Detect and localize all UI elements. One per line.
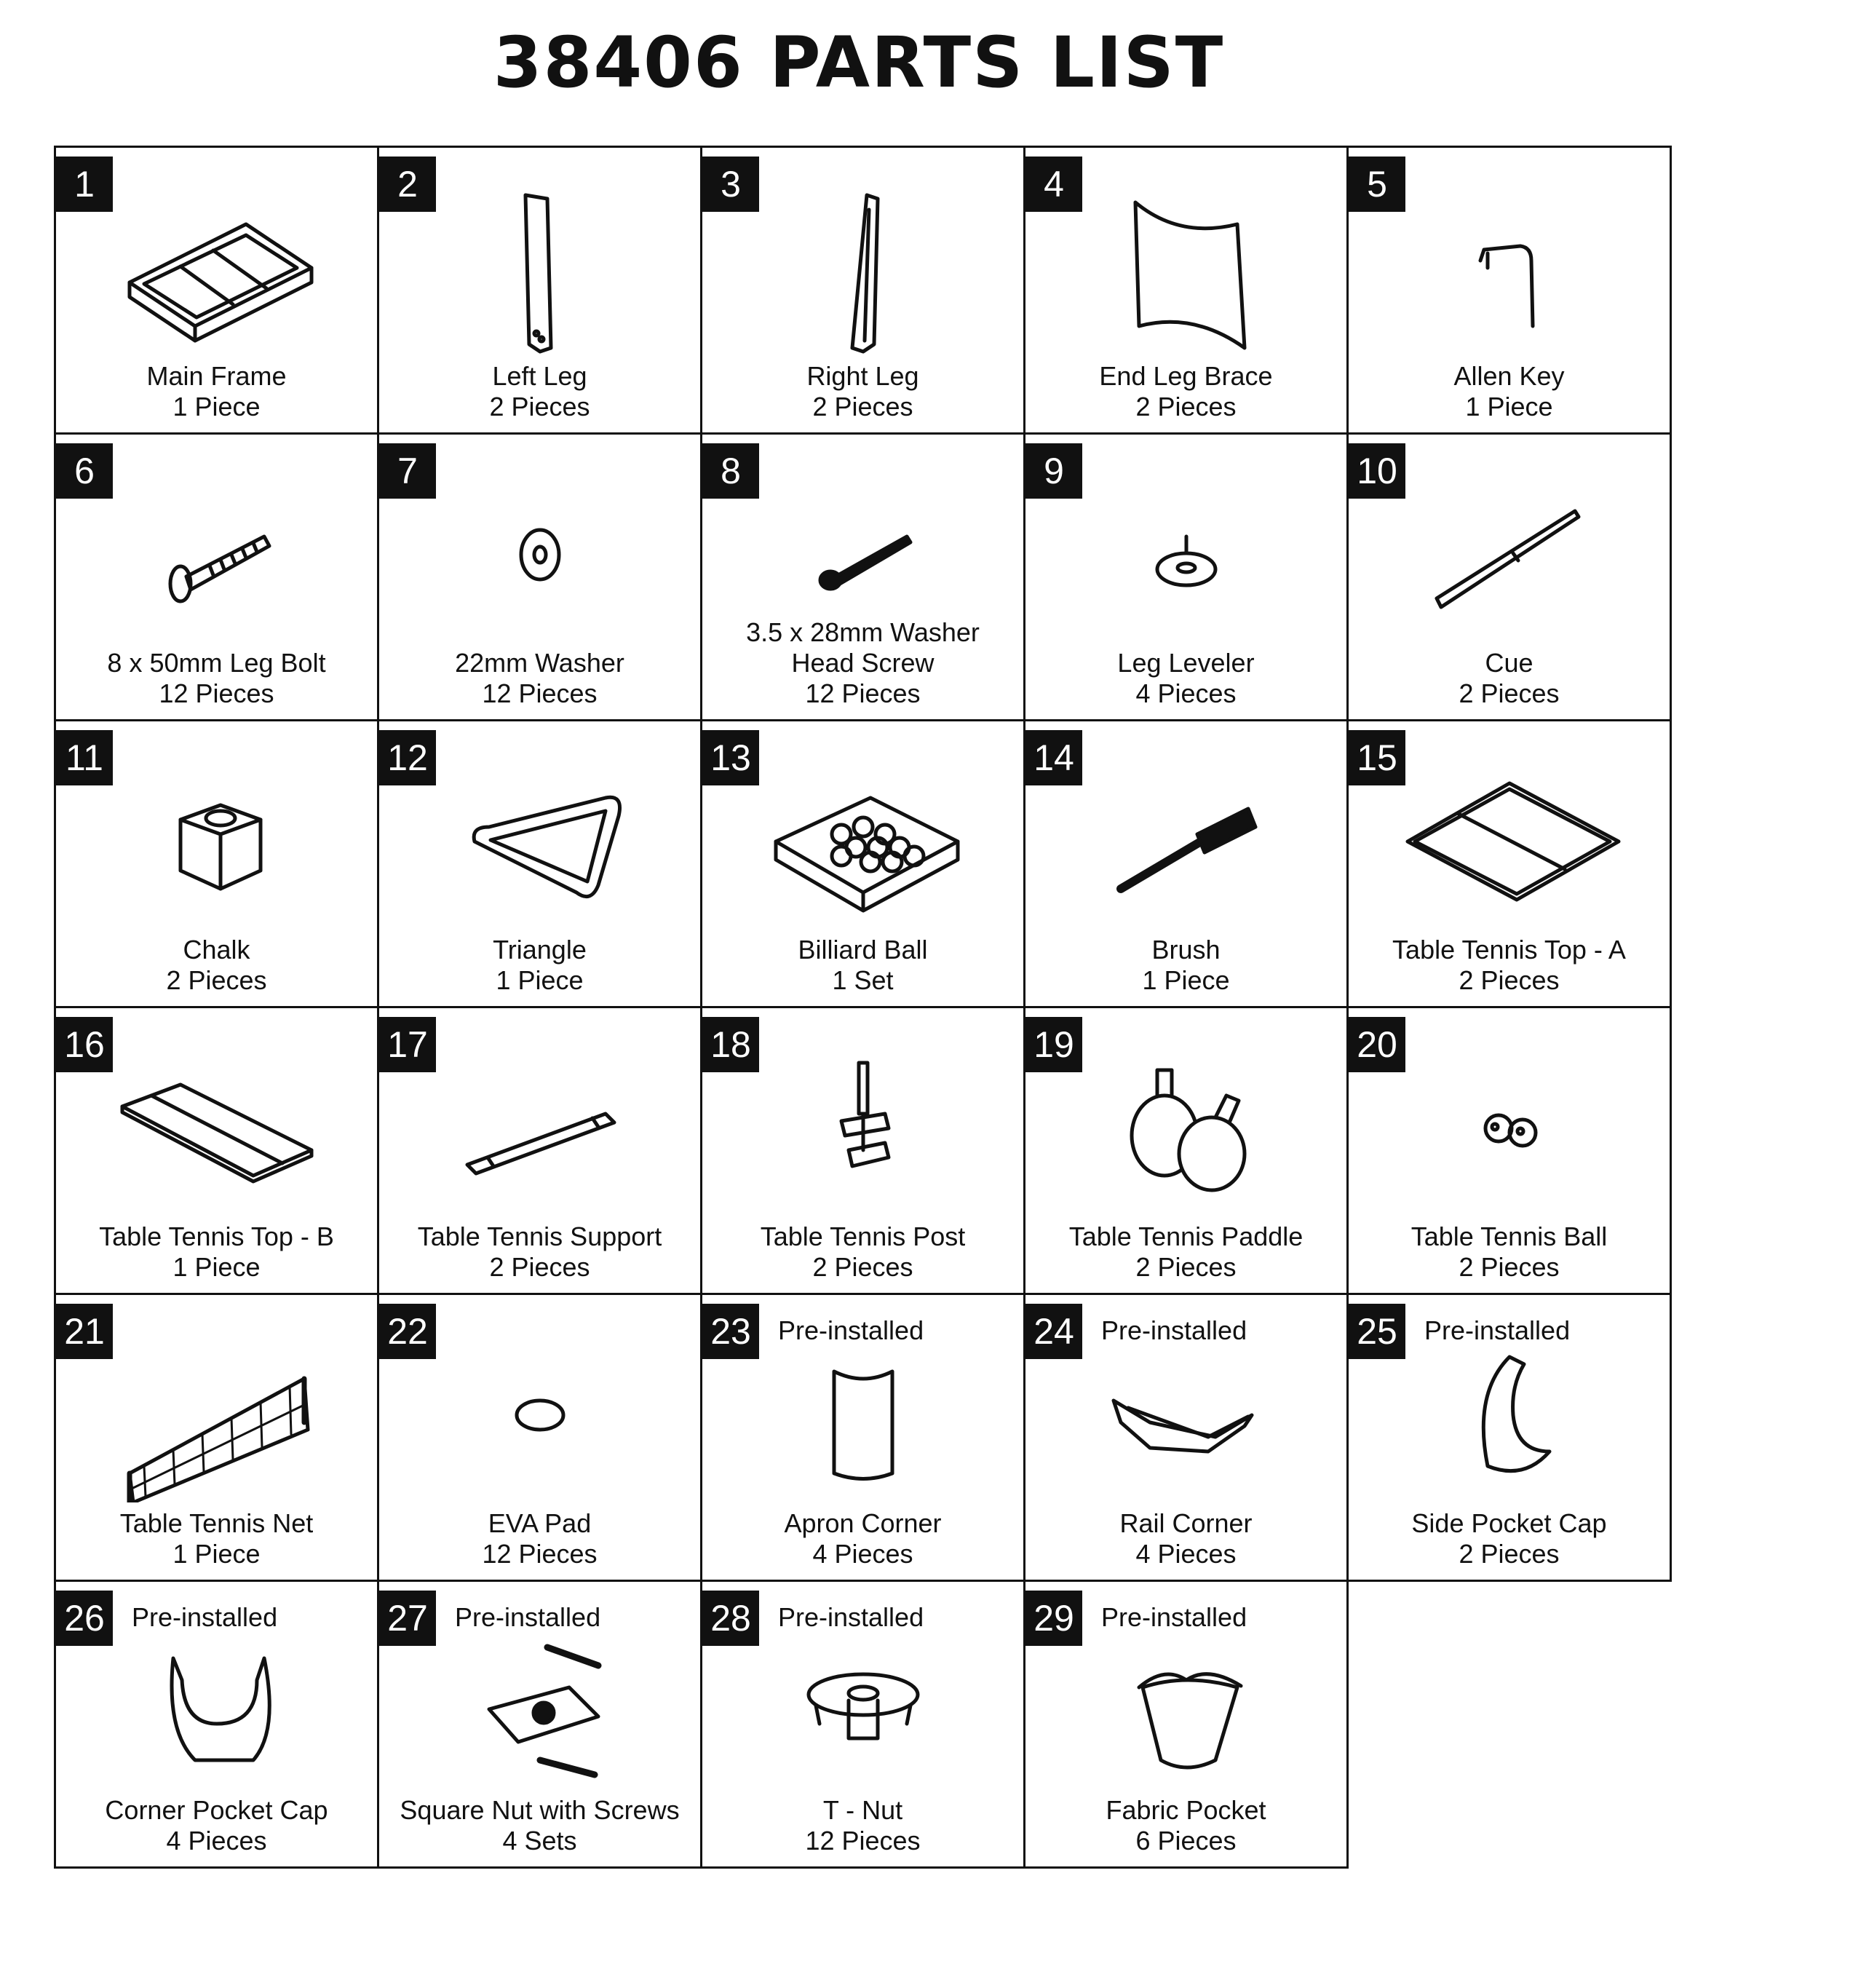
part-number: 26: [56, 1591, 113, 1646]
part-name: Side Pocket Cap: [1411, 1508, 1607, 1538]
part-name: Fabric Pocket: [1106, 1795, 1266, 1825]
part-number: 10: [1349, 443, 1405, 499]
part-caption: [1349, 1508, 1670, 1569]
part-name: Billiard Ball: [798, 935, 928, 965]
billiard-ball-set-icon: [702, 751, 1023, 932]
part-caption: [702, 361, 1023, 422]
part-cell-23: [702, 1295, 1025, 1582]
part-number: 15: [1349, 730, 1405, 785]
part-number: 6: [56, 443, 113, 499]
allen-key-icon: [1349, 177, 1670, 359]
part-quantity: 1 Piece: [172, 392, 261, 421]
leg-bolt-icon: [56, 464, 377, 646]
part-caption: [1025, 361, 1346, 422]
square-nut-icon: [379, 1611, 700, 1793]
table-tennis-post-icon: [702, 1037, 1023, 1219]
part-cell-2: [379, 148, 702, 435]
triangle-rack-icon: [379, 751, 700, 932]
paddle-icon: [1025, 1037, 1346, 1219]
left-leg-icon: [379, 177, 700, 359]
part-quantity: 4 Pieces: [812, 1539, 913, 1569]
part-cell-14: [1025, 721, 1349, 1008]
part-number: 1: [56, 157, 113, 212]
part-cell-25: [1349, 1295, 1672, 1582]
t-nut-icon: [702, 1611, 1023, 1793]
pre-installed-label: Pre-installed: [778, 1315, 924, 1345]
part-number: 13: [702, 730, 759, 785]
end-leg-brace-icon: [1025, 177, 1346, 359]
part-number: 16: [56, 1017, 113, 1072]
part-number: 19: [1025, 1017, 1082, 1072]
part-quantity: 12 Pieces: [482, 1539, 598, 1569]
part-cell-19: [1025, 1008, 1349, 1295]
part-caption: [702, 1795, 1023, 1856]
part-caption: [1349, 935, 1670, 996]
pre-installed-label: Pre-installed: [1424, 1315, 1571, 1345]
part-cell-15: [1349, 721, 1672, 1008]
part-name: Chalk: [183, 935, 250, 965]
part-quantity: 2 Pieces: [1459, 1252, 1560, 1282]
part-caption: [379, 648, 700, 709]
part-caption: [379, 935, 700, 996]
part-cell-27: [379, 1582, 702, 1869]
part-cell-18: [702, 1008, 1025, 1295]
part-caption: [1025, 648, 1346, 709]
page-title: 38406 PARTS LIST: [493, 22, 1225, 103]
part-number: 25: [1349, 1304, 1405, 1359]
pre-installed-label: Pre-installed: [132, 1602, 278, 1632]
part-name: Triangle: [493, 935, 587, 965]
pre-installed-label: Pre-installed: [778, 1602, 924, 1632]
part-name: Table Tennis Top - B: [99, 1221, 334, 1251]
part-quantity: 12 Pieces: [159, 678, 274, 708]
part-caption: [702, 1221, 1023, 1283]
rail-corner-icon: [1025, 1324, 1346, 1506]
part-number: 29: [1025, 1591, 1082, 1646]
part-number: 18: [702, 1017, 759, 1072]
part-cell-29: [1025, 1582, 1349, 1869]
part-cell-20: [1349, 1008, 1672, 1295]
part-name-line-2: Head Screw: [791, 648, 935, 678]
part-number: 7: [379, 443, 436, 499]
part-cell-7: [379, 435, 702, 721]
leg-leveler-icon: [1025, 464, 1346, 646]
part-cell-11: [56, 721, 379, 1008]
part-caption: [56, 1221, 377, 1283]
part-quantity: 12 Pieces: [805, 1826, 921, 1856]
part-name: 22mm Washer: [455, 648, 624, 678]
pre-installed-label: Pre-installed: [455, 1602, 601, 1632]
part-quantity: 2 Pieces: [812, 1252, 913, 1282]
part-quantity: 12 Pieces: [805, 678, 921, 708]
part-caption: [1025, 1795, 1346, 1856]
part-caption: [1349, 1221, 1670, 1283]
part-cell-3: [702, 148, 1025, 435]
part-cell-1: [56, 148, 379, 435]
pre-installed-label: Pre-installed: [1101, 1602, 1247, 1632]
part-quantity: 4 Sets: [502, 1826, 577, 1856]
part-name: EVA Pad: [488, 1508, 592, 1538]
part-cell-16: [56, 1008, 379, 1295]
part-number: 21: [56, 1304, 113, 1359]
part-quantity: 1 Piece: [496, 965, 584, 995]
part-name: Corner Pocket Cap: [105, 1795, 328, 1825]
pre-installed-label: Pre-installed: [1101, 1315, 1247, 1345]
part-number: 20: [1349, 1017, 1405, 1072]
part-name: Leg Leveler: [1117, 648, 1255, 678]
part-caption: [379, 1795, 700, 1856]
net-icon: [56, 1324, 377, 1506]
part-caption: [1025, 935, 1346, 996]
part-name: Apron Corner: [784, 1508, 942, 1538]
part-quantity: 1 Piece: [1465, 392, 1553, 421]
part-name: Brush: [1151, 935, 1221, 965]
part-caption: [702, 1508, 1023, 1569]
chalk-icon: [56, 751, 377, 932]
brush-icon: [1025, 751, 1346, 932]
part-quantity: 1 Piece: [1142, 965, 1230, 995]
part-name: Right Leg: [806, 361, 919, 391]
table-tennis-top-b-icon: [56, 1037, 377, 1219]
part-quantity: 4 Pieces: [1135, 678, 1237, 708]
part-name: Table Tennis Net: [119, 1508, 314, 1538]
part-caption: [56, 935, 377, 996]
part-quantity: 2 Pieces: [812, 392, 913, 421]
part-quantity: 12 Pieces: [482, 678, 598, 708]
eva-pad-icon: [379, 1324, 700, 1506]
table-tennis-top-a-icon: [1349, 751, 1670, 932]
part-number: 22: [379, 1304, 436, 1359]
part-cell-24: [1025, 1295, 1349, 1582]
part-name: Allen Key: [1453, 361, 1565, 391]
part-name: Left Leg: [492, 361, 587, 391]
part-number: 2: [379, 157, 436, 212]
part-name: Square Nut with Screws: [400, 1795, 680, 1825]
part-name: T - Nut: [822, 1795, 903, 1825]
table-tennis-support-icon: [379, 1037, 700, 1219]
part-caption: [56, 1795, 377, 1856]
apron-corner-icon: [702, 1324, 1023, 1506]
part-name: Table Tennis Post: [760, 1221, 966, 1251]
part-caption: [379, 361, 700, 422]
part-quantity: 4 Pieces: [166, 1826, 267, 1856]
part-number: 24: [1025, 1304, 1082, 1359]
part-quantity: 2 Pieces: [1459, 965, 1560, 995]
part-caption: [379, 1221, 700, 1283]
part-quantity: 2 Pieces: [489, 1252, 590, 1282]
part-cell-26: [56, 1582, 379, 1869]
part-cell-17: [379, 1008, 702, 1295]
table-tennis-ball-icon: [1349, 1037, 1670, 1219]
part-caption: [379, 1508, 700, 1569]
part-cell-28: [702, 1582, 1025, 1869]
part-name: Table Tennis Support: [417, 1221, 662, 1251]
part-number: 17: [379, 1017, 436, 1072]
part-quantity: 2 Pieces: [166, 965, 267, 995]
cue-icon: [1349, 464, 1670, 646]
side-pocket-cap-icon: [1349, 1324, 1670, 1506]
part-number: 23: [702, 1304, 759, 1359]
part-cell-21: [56, 1295, 379, 1582]
part-cell-22: [379, 1295, 702, 1582]
corner-pocket-cap-icon: [56, 1611, 377, 1793]
part-number: 3: [702, 157, 759, 212]
part-caption: [56, 1508, 377, 1569]
main-frame-icon: [56, 177, 377, 359]
washer-icon: [379, 464, 700, 646]
part-number: 4: [1025, 157, 1082, 212]
part-name: Table Tennis Paddle: [1068, 1221, 1304, 1251]
part-cell-13: [702, 721, 1025, 1008]
part-cell-5: [1349, 148, 1672, 435]
part-caption: [1025, 1221, 1346, 1283]
fabric-pocket-icon: [1025, 1611, 1346, 1793]
part-caption: [56, 648, 377, 709]
part-name: 8 x 50mm Leg Bolt: [107, 648, 326, 678]
part-number: 12: [379, 730, 436, 785]
part-cell-8: [702, 435, 1025, 721]
part-quantity: 2 Pieces: [1135, 392, 1237, 421]
part-quantity: 2 Pieces: [1459, 1539, 1560, 1569]
part-number: 9: [1025, 443, 1082, 499]
part-number: 5: [1349, 157, 1405, 212]
part-name: End Leg Brace: [1099, 361, 1273, 391]
part-cell-4: [1025, 148, 1349, 435]
part-cell-6: [56, 435, 379, 721]
part-number: 28: [702, 1591, 759, 1646]
part-caption: [1025, 1508, 1346, 1569]
part-quantity: 6 Pieces: [1135, 1826, 1237, 1856]
part-caption: [1349, 648, 1670, 709]
part-name: 3.5 x 28mm Washer: [746, 617, 980, 647]
part-caption: [1349, 361, 1670, 422]
part-quantity: 2 Pieces: [489, 392, 590, 421]
part-cell-12: [379, 721, 702, 1008]
part-caption: [56, 361, 377, 422]
part-number: 8: [702, 443, 759, 499]
part-cell-10: [1349, 435, 1672, 721]
part-quantity: 1 Piece: [172, 1539, 261, 1569]
part-name: Main Frame: [146, 361, 287, 391]
part-name: Table Tennis Top - A: [1392, 935, 1626, 965]
part-quantity: 2 Pieces: [1135, 1252, 1237, 1282]
part-number: 11: [56, 730, 113, 785]
parts-grid: [54, 146, 1672, 1869]
part-quantity: 1 Piece: [172, 1252, 261, 1282]
part-name: Cue: [1485, 648, 1533, 678]
part-name: Table Tennis Ball: [1410, 1221, 1608, 1251]
part-quantity: 2 Pieces: [1459, 678, 1560, 708]
part-number: 27: [379, 1591, 436, 1646]
part-quantity: 4 Pieces: [1135, 1539, 1237, 1569]
part-name: Rail Corner: [1119, 1508, 1253, 1538]
part-caption: [702, 617, 1023, 709]
right-leg-icon: [702, 177, 1023, 359]
part-number: 14: [1025, 730, 1082, 785]
part-quantity: 1 Set: [832, 965, 894, 995]
part-cell-9: [1025, 435, 1349, 721]
part-caption: [702, 935, 1023, 996]
